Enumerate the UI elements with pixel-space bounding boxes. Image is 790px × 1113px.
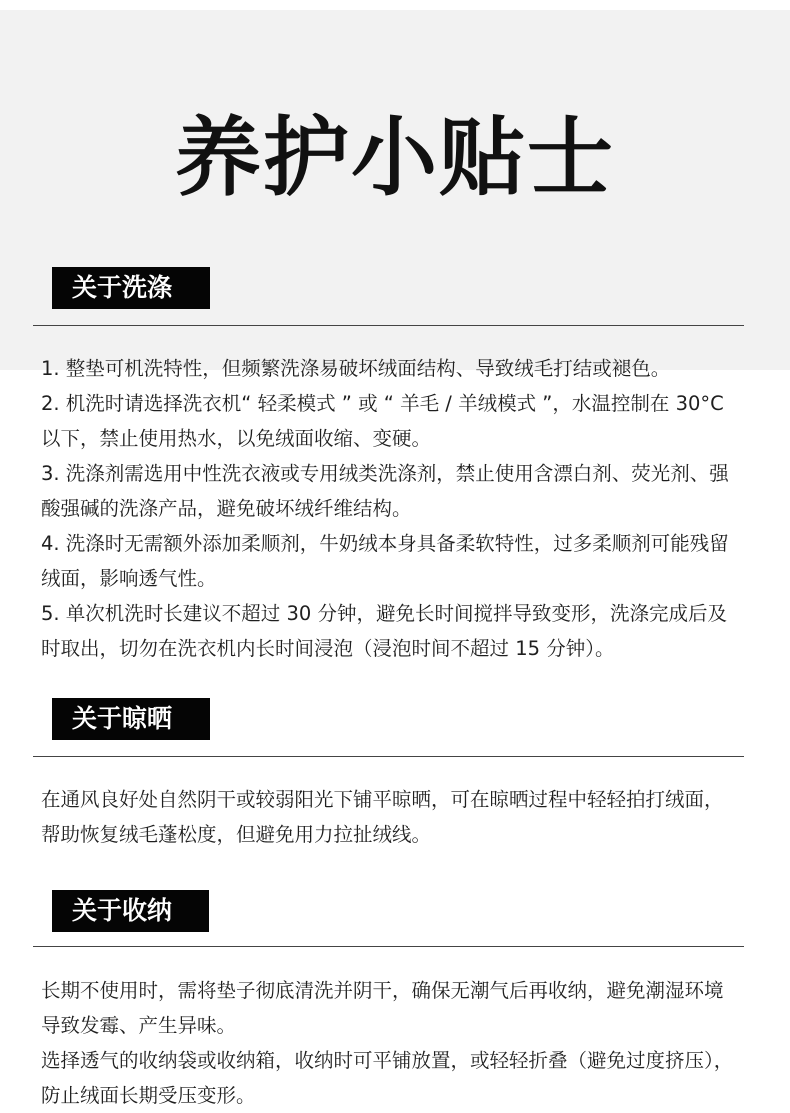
- section-divider-washing: [33, 325, 744, 326]
- washing-tip-4: 4. 洗涤时无需额外添加柔顺剂，牛奶绒本身具备柔软特性，过多柔顺剂可能残留绒面，影响透气性。: [41, 532, 729, 590]
- washing-tip-2: 2. 机洗时请选择洗衣机“ 轻柔模式 ” 或 “ 羊毛 / 羊绒模式 ”，水温控制在 30°C以下，禁止使用热水，以免绒面收缩、变硬。: [41, 392, 724, 450]
- section-divider-storage: [33, 946, 744, 947]
- section-body-washing: [41, 351, 741, 666]
- section-body-storage: [41, 973, 741, 1113]
- page-title: 养护小贴士: [175, 108, 615, 208]
- washing-tip-3: 3. 洗涤剂需选用中性洗衣液或专用绒类洗涤剂，禁止使用含漂白剂、荧光剂、强酸强碱的洗涤产品，避免破坏绒纤维结构。: [41, 462, 729, 520]
- section-heading-washing: 关于洗涤: [52, 267, 210, 309]
- section-heading-storage: 关于收纳: [52, 890, 209, 932]
- storage-tip-1: 长期不使用时，需将垫子彻底清洗并阴干，确保无潮气后再收纳，避免潮湿环境导致发霉、产生异味。: [41, 979, 724, 1037]
- drying-tip: 在通风良好处自然阴干或较弱阳光下铺平晾晒，可在晾晒过程中轻轻拍打绒面，帮助恢复绒毛蓬松度，但避免用力拉扯绒线。: [41, 788, 724, 846]
- section-heading-drying: 关于晾晒: [52, 698, 210, 740]
- washing-tip-5: 5. 单次机洗时长建议不超过 30 分钟，避免长时间搅拌导致变形，洗涤完成后及时取出，切勿在洗衣机内长时间浸泡（浸泡时间不超过 15 分钟）。: [41, 602, 728, 660]
- washing-tip-1: 1. 整垫可机洗特性，但频繁洗涤易破坏绒面结构、导致绒毛打结或褪色。: [41, 357, 671, 380]
- section-body-drying: [41, 782, 741, 852]
- storage-tip-2: 选择透气的收纳袋或收纳箱，收纳时可平铺放置，或轻轻折叠（避免过度挤压），防止绒面长期受压变形。: [41, 1049, 734, 1107]
- section-divider-drying: [33, 756, 744, 757]
